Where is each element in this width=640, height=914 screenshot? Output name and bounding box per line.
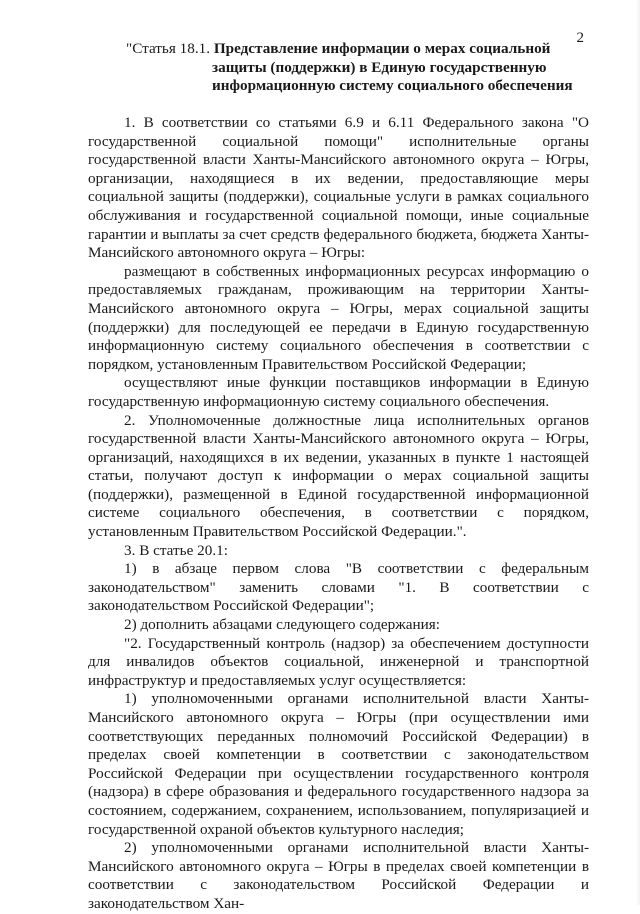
article-heading xyxy=(126,40,596,96)
paragraph: размещают в собственных информационных ресурсах информацию о предоставляемых гражданам, проживающим на территории Ханты-Мансийского автономного округа – Югры, мерах социальной защиты (поддержки) для последующей ее передачи в Единую государственную информационную систему социального обеспечения в соответствии с порядком, установленным Правительством Российской Федерации; xyxy=(88,262,589,373)
page-number: 2 xyxy=(576,30,584,46)
paragraph: 2) дополнить абзацами следующего содержания: xyxy=(124,616,440,634)
paragraph: 2. Уполномоченные должностные лица исполнительных органов государственной власти Ханты-Мансийского автономного округа – Югры, организаций, находящихся в их ведении, указанных в пункте 1 настоящей статьи, получают доступ к информации о мерах социальной защиты (поддержки), размещенной в Единой государственной информационной системе социального обеспечения, в соответствии с порядком, установленным Правительством Российской Федерации.". xyxy=(88,411,589,541)
paragraph: 1) уполномоченными органами исполнительной власти Ханты-Мансийского автономного округа – Югры (при осуществлении ими соответствующих переданных полномочий Российской Федерации) в пределах своей компетенции в соответствии с законодательством Российской Федерации при осуществлении государственного контроля (надзора) в сфере образования и федерального государственного надзора за состоянием, содержанием, сохранением, использованием, популяризацией и государственной охраной объектов культурного наследия; xyxy=(88,690,589,838)
paragraph: осуществляют иные функции поставщиков информации в Единую государственную информационную систему социального обеспечения. xyxy=(88,374,589,410)
paragraph: 1. В соответствии со статьями 6.9 и 6.11 Федерального закона "О государственной социальной помощи" исполнительные органы государственной власти Ханты-Мансийского автономного округа – Югры, организации, находящиеся в их ведении, предоставляющие меры социальной защиты (поддержки), социальные услуги в рамках социального обслуживания и государственной социальной помощи, иные социальные гарантии и выплаты за счет средств федерального бюджета, бюджета Ханты-Мансийского автономного округа – Югры: xyxy=(88,114,589,262)
paragraph: 2) уполномоченными органами исполнительной власти Ханты-Мансийского автономного округа – Югры в пределах своей компетенции в соответствии с законодательством Российской Федерации и законодательством Хан- xyxy=(88,839,589,912)
document-body xyxy=(88,114,589,914)
scan-edge-shadow xyxy=(636,0,640,905)
paragraph: 1) в абзаце первом слова "В соответствии с федеральным законодательством" заменить словами "1. В соответствии с законодательством Российской Федерации"; xyxy=(88,560,589,615)
article-title-line-1: Представление информации о мерах социальной xyxy=(213,40,551,57)
paragraph: "2. Государственный контроль (надзор) за обеспечением доступности для инвалидов объектов социальной, инженерной и транспортной инфраструктур и предоставляемых услуг осуществляется: xyxy=(88,634,589,689)
article-title-line-2: защиты (поддержки) в Единую государственную xyxy=(212,58,547,76)
paragraph: 3. В статье 20.1: xyxy=(124,541,228,559)
article-title-line-3: информационную систему социального обеспечения xyxy=(212,77,573,94)
article-number: "Статья 18.1. xyxy=(126,40,211,57)
